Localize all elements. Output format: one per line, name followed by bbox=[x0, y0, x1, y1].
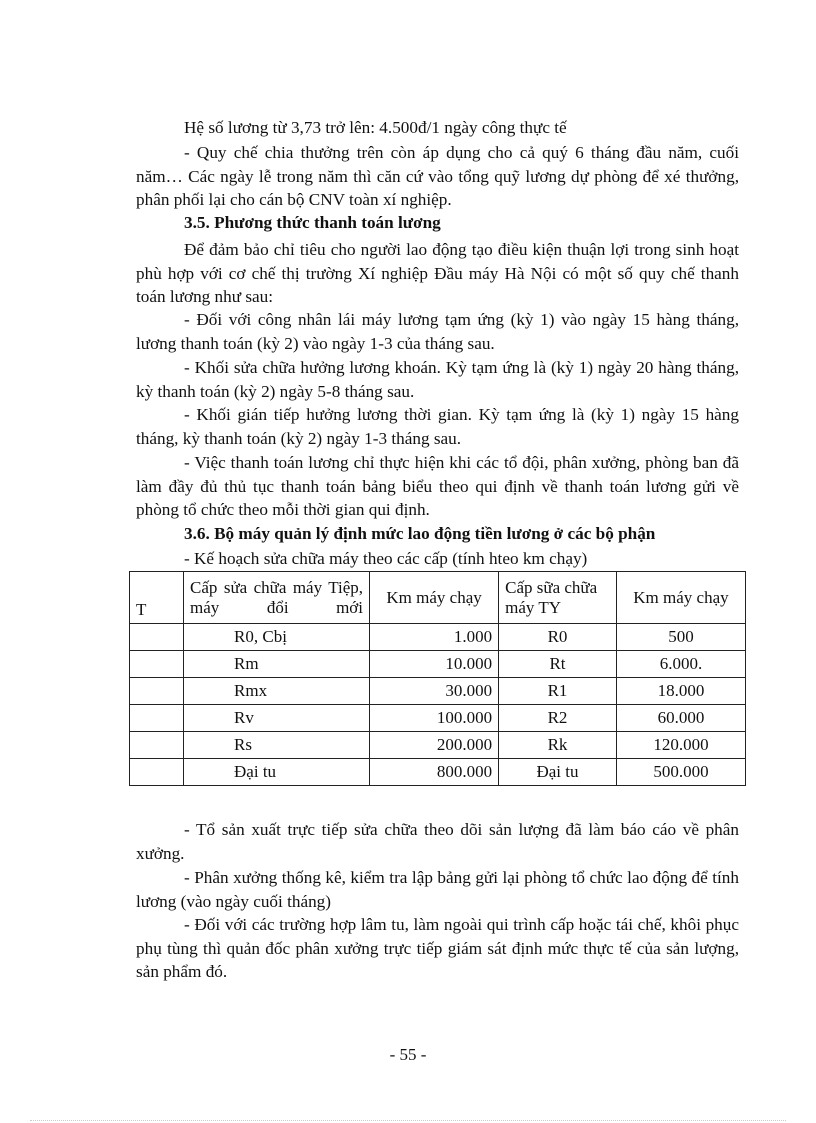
cell-km-run-1: 200.000 bbox=[370, 732, 499, 759]
cell-repair-level-ty: Rt bbox=[499, 651, 617, 678]
driver-payment-paragraph: - Đối với công nhân lái máy lương tạm ứng (kỳ 1) vào ngày 15 hàng tháng, lương thanh toán (kỳ 2) vào ngày 1-3 của tháng sau. bbox=[136, 310, 739, 353]
cell-repair-level-ty: Rk bbox=[499, 732, 617, 759]
repair-payment-paragraph: - Khối sửa chữa hưởng lương khoán. Kỳ tạm ứng là (kỳ 1) ngày 20 hàng tháng, kỳ thanh toán (kỳ 2) ngày 5-8 tháng sau. bbox=[136, 358, 739, 401]
cell-km-run-1: 800.000 bbox=[370, 759, 499, 786]
cell-repair-level-tiep: Rv bbox=[184, 705, 370, 732]
table-row bbox=[130, 759, 746, 786]
cell-km-run-1: 100.000 bbox=[370, 705, 499, 732]
cell-km-run-1: 1.000 bbox=[370, 624, 499, 651]
cell-t bbox=[130, 678, 184, 705]
cell-km-run-2: 6.000. bbox=[616, 651, 745, 678]
cell-repair-level-tiep: Rs bbox=[184, 732, 370, 759]
bonus-regulation-paragraph: - Quy chế chia thưởng trên còn áp dụng cho cả quý 6 tháng đầu năm, cuối năm… Các ngày lễ trong năm thì căn cứ vào tổng quỹ lương dự phòng để xé thưởng, phân phối lại cho cán bộ CNV toàn xí nghiệp. bbox=[136, 143, 739, 209]
cell-km-run-2: 500.000 bbox=[616, 759, 745, 786]
payment-procedure-paragraph: - Việc thanh toán lương chỉ thực hiện khi các tổ đội, phân xưởng, phòng ban đã làm đầy đủ thủ tục thanh toán bảng biểu theo qui định về thanh toán lương gửi về phòng tổ chức theo mỗi thời gian qui định. bbox=[136, 453, 739, 519]
cell-repair-level-ty: R1 bbox=[499, 678, 617, 705]
cell-km-run-2: 120.000 bbox=[616, 732, 745, 759]
special-cases-paragraph: - Đối với các trường hợp lâm tu, làm ngoài qui trình cấp hoặc tái chế, khôi phục phụ tùng thì quản đốc phân xưởng trực tiếp giám sát định mức thực tế của sản lượng, sản phẩm đó. bbox=[136, 915, 739, 981]
payment-intro-paragraph: Để đảm bảo chỉ tiêu cho người lao động tạo điều kiện thuận lợi trong sinh hoạt phù hợp với cơ chế thị trường Xí nghiệp Đầu máy Hà Nội có một số quy chế thanh toán lương như sau: bbox=[136, 240, 739, 306]
cell-repair-level-tiep: Đại tu bbox=[184, 759, 370, 786]
header-repair-level-ty: Cấp sữa chữa máy TY bbox=[499, 572, 617, 624]
header-repair-level-tiep: Cấp sửa chữa máy Tiệp, máy đổi mới bbox=[184, 572, 370, 624]
cell-km-run-2: 60.000 bbox=[616, 705, 745, 732]
cell-t bbox=[130, 624, 184, 651]
table-row bbox=[130, 651, 746, 678]
cell-t bbox=[130, 759, 184, 786]
cell-repair-level-ty: Đại tu bbox=[499, 759, 617, 786]
page-bottom-divider bbox=[30, 1120, 786, 1121]
cell-repair-level-ty: R2 bbox=[499, 705, 617, 732]
cell-t bbox=[130, 705, 184, 732]
cell-km-run-1: 30.000 bbox=[370, 678, 499, 705]
header-t: T bbox=[130, 572, 184, 624]
cell-km-run-2: 500 bbox=[616, 624, 745, 651]
section-heading-3-5: 3.5. Phương thức thanh toán lương bbox=[184, 213, 441, 232]
header-km-run-1: Km máy chạy bbox=[370, 572, 499, 624]
table-row bbox=[130, 678, 746, 705]
indirect-payment-paragraph: - Khối gián tiếp hưởng lương thời gian. Kỳ tạm ứng là (kỳ 1) ngày 15 hàng tháng, kỳ thanh toán (kỳ 2) ngày 1-3 tháng sau. bbox=[136, 405, 739, 448]
workshop-statistics-paragraph: - Phân xưởng thống kê, kiểm tra lập bảng gửi lại phòng tổ chức lao động để tính lương (vào ngày cuối tháng) bbox=[136, 868, 739, 911]
repair-plan-caption: - Kế hoạch sửa chữa máy theo các cấp (tính hteo km chạy) bbox=[184, 549, 588, 568]
table-row bbox=[130, 732, 746, 759]
cell-repair-level-tiep: Rm bbox=[184, 651, 370, 678]
table-header-row bbox=[130, 572, 746, 624]
cell-t bbox=[130, 651, 184, 678]
repair-plan-table bbox=[129, 571, 746, 786]
cell-t bbox=[130, 732, 184, 759]
cell-repair-level-ty: R0 bbox=[499, 624, 617, 651]
production-team-paragraph: - Tổ sản xuất trực tiếp sửa chữa theo dõi sản lượng đã làm báo cáo về phân xưởng. bbox=[136, 820, 739, 863]
cell-repair-level-tiep: R0, Cbị bbox=[184, 624, 370, 651]
salary-coefficient-line: Hệ số lương từ 3,73 trở lên: 4.500đ/1 ngày công thực tế bbox=[184, 118, 567, 137]
table-row bbox=[130, 705, 746, 732]
section-heading-3-6: 3.6. Bộ máy quản lý định mức lao động tiền lương ở các bộ phận bbox=[184, 524, 656, 543]
cell-km-run-1: 10.000 bbox=[370, 651, 499, 678]
page-number: - 55 - bbox=[389, 1045, 427, 1064]
cell-km-run-2: 18.000 bbox=[616, 678, 745, 705]
table-row bbox=[130, 624, 746, 651]
cell-repair-level-tiep: Rmx bbox=[184, 678, 370, 705]
header-km-run-2: Km máy chạy bbox=[616, 572, 745, 624]
